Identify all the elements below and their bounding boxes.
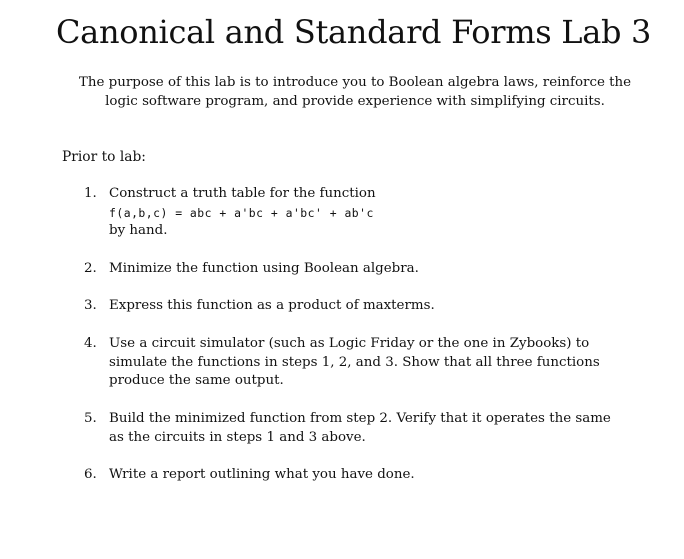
step-line: Construct a truth table for the function	[109, 186, 376, 201]
step-number: 6.	[84, 467, 97, 482]
step-number: 2.	[84, 261, 97, 276]
step-text	[109, 260, 629, 279]
step-number: 3.	[84, 298, 97, 313]
step-text	[109, 466, 629, 485]
step-line: produce the same output.	[109, 373, 284, 388]
function-code: f(a,b,c) = abc + a'bc + a'bc' + ab'c	[109, 205, 374, 220]
step-number: 5.	[84, 411, 97, 426]
step-text	[109, 335, 629, 391]
step-text	[109, 185, 629, 241]
step-line: Write a report outlining what you have done.	[109, 467, 415, 482]
prior-heading: Prior to lab:	[62, 149, 146, 165]
step-line: as the circuits in steps 1 and 3 above.	[109, 429, 366, 445]
step-number: 1.	[84, 186, 97, 201]
purpose-paragraph	[60, 73, 650, 111]
purpose-line: The purpose of this lab is to introduce you to Boolean algebra laws, reinforce the	[78, 75, 632, 90]
step-line: Minimize the function using Boolean algebra.	[109, 261, 419, 276]
step-text	[109, 297, 629, 316]
step-number: 4.	[84, 336, 97, 351]
step-text	[109, 410, 629, 447]
document-title: Canonical and Standard Forms Lab 3	[56, 13, 652, 51]
step-line: by hand.	[109, 223, 168, 238]
purpose-line: logic software program, and provide experience with simplifying circuits.	[105, 94, 605, 109]
step-line: Use a circuit simulator (such as Logic Friday or the one in Zybooks) to	[109, 336, 590, 351]
step-line: Build the minimized function from step 2. Verify that it operates the same	[109, 411, 611, 426]
step-line: simulate the functions in steps 1, 2, and 3. Show that all three functions	[109, 354, 600, 370]
step-line: Express this function as a product of maxterms.	[109, 298, 435, 313]
